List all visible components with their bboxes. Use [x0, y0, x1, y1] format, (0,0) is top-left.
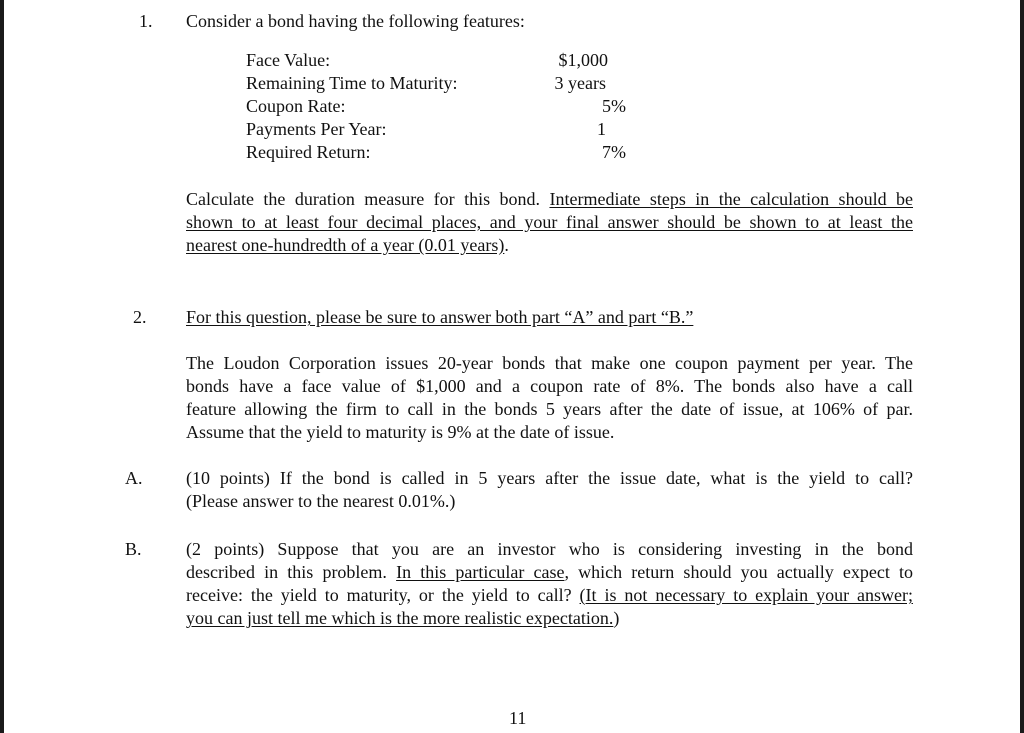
part-b-text-run: ) — [613, 608, 620, 628]
question-2-header: For this question, please be sure to answer both part “A” and part “B.” — [186, 307, 694, 327]
feature-label: Required Return: — [246, 142, 371, 162]
instruction-line-2 — [186, 211, 913, 233]
instruction-underlined-text: Intermediate steps in the calculation should be — [549, 189, 913, 209]
instruction-text: . — [504, 235, 509, 255]
feature-row-coupon-rate — [246, 95, 626, 118]
feature-label: Payments Per Year: — [246, 119, 387, 139]
part-a-line-2: (Please answer to the nearest 0.01%.) — [186, 491, 456, 511]
part-b-underlined-run: It is not necessary to explain your answer; — [585, 585, 913, 605]
paragraph-line: feature allowing the firm to call in the bonds 5 years after the date of issue, at 106% of par. — [186, 399, 913, 419]
paragraph-line: The Loudon Corporation issues 20-year bonds that make one coupon payment per year. The — [186, 353, 913, 373]
feature-row-required-return — [246, 141, 626, 164]
question-1-intro: Consider a bond having the following features: — [186, 11, 525, 31]
feature-value: 1 — [597, 119, 606, 139]
paragraph-line: Assume that the yield to maturity is 9% at the date of issue. — [186, 422, 615, 442]
feature-row-time-to-maturity — [246, 72, 626, 95]
question-1-number: 1. — [139, 11, 153, 31]
part-b-line-4 — [186, 607, 619, 629]
page-number: 11 — [509, 708, 527, 728]
question-2-number: 2. — [133, 307, 147, 327]
part-a-letter: A. — [125, 468, 143, 488]
feature-label: Coupon Rate: — [246, 96, 346, 116]
part-b-underlined-run: you can just tell me which is the more realistic expectation. — [186, 608, 614, 628]
feature-row-face-value — [246, 49, 626, 72]
page-right-edge — [1020, 0, 1024, 733]
instruction-line-3 — [186, 234, 509, 256]
feature-row-payments-per-year — [246, 118, 626, 141]
part-b-line-1: (2 points) Suppose that you are an investor who is considering investing in the bond — [186, 539, 913, 559]
part-b-underlined-run: In this particular case — [396, 562, 565, 582]
part-b-text-run: , which return should you actually expect to — [564, 562, 913, 582]
feature-value: 7% — [602, 142, 626, 162]
part-b-line-3 — [186, 584, 913, 606]
feature-label: Face Value: — [246, 50, 331, 70]
part-b-line-2 — [186, 561, 913, 583]
feature-value: 3 years — [554, 73, 606, 93]
part-b-letter: B. — [125, 539, 142, 559]
feature-value: $1,000 — [558, 50, 608, 70]
page-left-edge — [0, 0, 4, 733]
part-b-underlined-run: ( — [579, 585, 586, 605]
instruction-underlined-text: shown to at least four decimal places, and your final answer should be shown to at least the — [186, 212, 913, 232]
instruction-line-1 — [186, 188, 913, 210]
part-b-text-run: described in this problem. — [186, 562, 397, 582]
part-b-text-run: receive: the yield to maturity, or the yield to call? — [186, 585, 580, 605]
paragraph-line: bonds have a face value of $1,000 and a coupon rate of 8%. The bonds also have a call — [186, 376, 913, 396]
feature-value: 5% — [602, 96, 626, 116]
part-a-line-1: (10 points) If the bond is called in 5 years after the issue date, what is the yield to call? — [186, 468, 913, 488]
instruction-underlined-text: nearest one-hundredth of a year (0.01 years) — [186, 235, 505, 255]
feature-label: Remaining Time to Maturity: — [246, 73, 458, 93]
instruction-text: Calculate the duration measure for this bond. — [186, 189, 550, 209]
